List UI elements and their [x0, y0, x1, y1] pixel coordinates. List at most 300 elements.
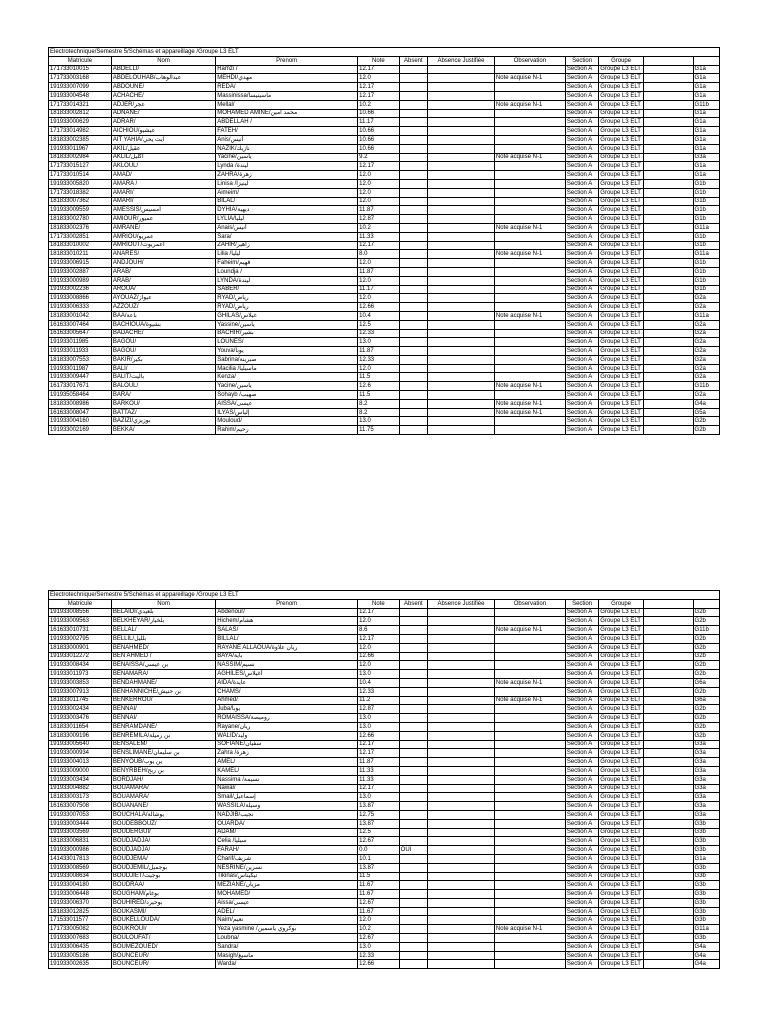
column-header-note: Note	[358, 599, 400, 608]
cell-note: 9.2	[358, 153, 400, 162]
cell-prenom: SALAS/	[216, 626, 358, 635]
cell-sous-groupe: G3b	[693, 819, 719, 828]
cell-absence-justifiee	[428, 626, 495, 635]
cell-prenom: Zahra /زهرة	[216, 749, 358, 758]
cell-absence-justifiee	[428, 670, 495, 679]
cell-matricule: 191933011973	[49, 670, 112, 679]
cell-blank	[643, 863, 693, 872]
cell-prenom: Aissa/عيسى	[216, 898, 358, 907]
cell-absence-justifiee	[428, 382, 495, 391]
table-row	[49, 916, 720, 925]
cell-observation	[494, 634, 565, 643]
cell-section: Section A	[565, 925, 598, 934]
cell-note: 12.66	[358, 303, 400, 312]
cell-note: 8.2	[358, 399, 400, 408]
cell-absent	[399, 617, 427, 626]
cell-absence-justifiee	[428, 828, 495, 837]
cell-groupe: Groupe L3 ELT	[599, 338, 644, 347]
cell-observation	[494, 881, 565, 890]
cell-prenom: Youva/يوبا	[216, 347, 358, 356]
cell-absent	[399, 722, 427, 731]
cell-blank	[643, 854, 693, 863]
cell-observation	[494, 731, 565, 740]
cell-sous-groupe: G11b	[693, 626, 719, 635]
cell-blank	[643, 285, 693, 294]
cell-absent	[399, 854, 427, 863]
cell-matricule: 181833000901	[49, 643, 112, 652]
cell-note: 10.66	[358, 127, 400, 136]
cell-blank	[643, 916, 693, 925]
table-row	[49, 391, 720, 400]
cell-groupe: Groupe L3 ELT	[599, 634, 644, 643]
cell-note: 10.2	[358, 223, 400, 232]
table-row	[49, 810, 720, 819]
cell-nom: BOUDJADJA/	[111, 837, 215, 846]
cell-note: 11.87	[358, 347, 400, 356]
cell-absent	[399, 705, 427, 714]
table-row	[49, 661, 720, 670]
cell-sous-groupe: G1b	[693, 197, 719, 206]
cell-absence-justifiee	[428, 846, 495, 855]
cell-prenom: WASSILA/وسيلة	[216, 802, 358, 811]
cell-groupe: Groupe L3 ELT	[599, 347, 644, 356]
cell-sous-groupe: G3a	[693, 766, 719, 775]
cell-absent	[399, 687, 427, 696]
cell-groupe: Groupe L3 ELT	[599, 417, 644, 426]
cell-observation	[494, 898, 565, 907]
cell-absent	[399, 696, 427, 705]
cell-prenom: Juba/يوبا	[216, 705, 358, 714]
cell-note: 11.17	[358, 285, 400, 294]
cell-absence-justifiee	[428, 916, 495, 925]
table-row	[49, 951, 720, 960]
cell-blank	[643, 960, 693, 969]
cell-groupe: Groupe L3 ELT	[599, 678, 644, 687]
cell-note: 11.5	[358, 373, 400, 382]
cell-absent	[399, 863, 427, 872]
cell-observation	[494, 714, 565, 723]
cell-matricule: 191933007683	[49, 934, 112, 943]
cell-matricule: 191933011985	[49, 338, 112, 347]
cell-absence-justifiee	[428, 153, 495, 162]
cell-absent	[399, 206, 427, 215]
cell-absence-justifiee	[428, 250, 495, 259]
table-row	[49, 678, 720, 687]
cell-absent	[399, 399, 427, 408]
cell-nom: ADNANE/	[111, 109, 215, 118]
cell-matricule: 181833002385	[49, 135, 112, 144]
table-row	[49, 828, 720, 837]
table-row	[49, 784, 720, 793]
cell-groupe: Groupe L3 ELT	[599, 303, 644, 312]
cell-nom: ANARES/	[111, 250, 215, 259]
cell-groupe: Groupe L3 ELT	[599, 960, 644, 969]
cell-groupe: Groupe L3 ELT	[599, 898, 644, 907]
cell-note: 12.6	[358, 382, 400, 391]
cell-section: Section A	[565, 687, 598, 696]
cell-groupe: Groupe L3 ELT	[599, 188, 644, 197]
cell-absent	[399, 881, 427, 890]
cell-prenom: Yeza yasmine /بوكروي ياسمين	[216, 925, 358, 934]
cell-groupe: Groupe L3 ELT	[599, 626, 644, 635]
cell-note: 12.67	[358, 934, 400, 943]
cell-section: Section A	[565, 617, 598, 626]
cell-note: 12.0	[358, 916, 400, 925]
cell-section: Section A	[565, 670, 598, 679]
table-row	[49, 898, 720, 907]
cell-absence-justifiee	[428, 934, 495, 943]
cell-nom: BELLIL/بلليل	[111, 634, 215, 643]
cell-matricule: 191933000629	[49, 118, 112, 127]
cell-note: 10.2	[358, 925, 400, 934]
cell-matricule: 191933005640	[49, 740, 112, 749]
cell-nom: BENREMILA/بن رميلة	[111, 731, 215, 740]
cell-blank	[643, 740, 693, 749]
cell-blank	[643, 828, 693, 837]
cell-section: Section A	[565, 819, 598, 828]
table-row	[49, 925, 720, 934]
cell-blank	[643, 942, 693, 951]
cell-absence-justifiee	[428, 267, 495, 276]
cell-prenom: SABER/	[216, 285, 358, 294]
cell-matricule: 191933002795	[49, 634, 112, 643]
table-row	[49, 907, 720, 916]
cell-sous-groupe: G1a	[693, 144, 719, 153]
cell-sous-groupe: G2a	[693, 355, 719, 364]
cell-observation	[494, 355, 565, 364]
cell-nom: AMRANE/	[111, 223, 215, 232]
cell-blank	[643, 687, 693, 696]
cell-prenom: Masigh/ماسيغ	[216, 951, 358, 960]
cell-sous-groupe: G1b	[693, 232, 719, 241]
cell-blank	[643, 399, 693, 408]
cell-prenom: AMEL/	[216, 758, 358, 767]
cell-absent	[399, 241, 427, 250]
cell-matricule: 191933002434	[49, 705, 112, 714]
cell-section: Section A	[565, 197, 598, 206]
cell-observation: Note acquise N-1	[494, 311, 565, 320]
cell-note: 12.0	[358, 364, 400, 373]
cell-absence-justifiee	[428, 74, 495, 83]
cell-observation	[494, 608, 565, 617]
column-header-groupe: Groupe	[599, 599, 644, 608]
cell-note: 10.1	[358, 854, 400, 863]
cell-section: Section A	[565, 934, 598, 943]
cell-section: Section A	[565, 652, 598, 661]
cell-sous-groupe: G2b	[693, 634, 719, 643]
cell-matricule: 161633005647	[49, 329, 112, 338]
cell-absence-justifiee	[428, 890, 495, 899]
column-header-prenom: Prenom	[216, 56, 358, 65]
cell-absence-justifiee	[428, 241, 495, 250]
cell-absence-justifiee	[428, 898, 495, 907]
cell-absent	[399, 215, 427, 224]
cell-nom: BOUNCEUR/	[111, 951, 215, 960]
cell-absence-justifiee	[428, 162, 495, 171]
cell-observation	[494, 872, 565, 881]
cell-sous-groupe: G2b	[693, 617, 719, 626]
cell-prenom: Loubna/	[216, 934, 358, 943]
cell-absence-justifiee	[428, 118, 495, 127]
cell-groupe: Groupe L3 ELT	[599, 311, 644, 320]
cell-sous-groupe: G1a	[693, 74, 719, 83]
cell-matricule: 191933011987	[49, 364, 112, 373]
cell-sous-groupe: G2a	[693, 347, 719, 356]
cell-matricule: 191933003476	[49, 714, 112, 723]
cell-section: Section A	[565, 872, 598, 881]
table-row	[49, 731, 720, 740]
cell-note: 12.0	[358, 74, 400, 83]
cell-note: 11.67	[358, 907, 400, 916]
table-row	[49, 846, 720, 855]
cell-observation: Note acquise N-1	[494, 678, 565, 687]
cell-nom: BOUDJIET/بوجيت	[111, 872, 215, 881]
cell-groupe: Groupe L3 ELT	[599, 373, 644, 382]
cell-groupe: Groupe L3 ELT	[599, 819, 644, 828]
cell-prenom: Linisa /لينيزا	[216, 179, 358, 188]
cell-observation	[494, 846, 565, 855]
table-row	[49, 608, 720, 617]
table-row	[49, 399, 720, 408]
cell-nom: BOUGHAM/بوغام	[111, 890, 215, 899]
cell-absence-justifiee	[428, 810, 495, 819]
cell-absence-justifiee	[428, 144, 495, 153]
cell-sous-groupe: G1b	[693, 241, 719, 250]
cell-absence-justifiee	[428, 197, 495, 206]
cell-prenom: RYAD/رياض	[216, 294, 358, 303]
cell-nom: ABDELOUHAB/عبدالوهاب	[111, 74, 215, 83]
cell-observation	[494, 83, 565, 92]
cell-prenom: MEHDI/مهدي	[216, 74, 358, 83]
cell-note: 11.5	[358, 872, 400, 881]
cell-absence-justifiee	[428, 802, 495, 811]
cell-nom: BOUAMARA/	[111, 793, 215, 802]
column-header-observation: Observation	[494, 599, 565, 608]
cell-nom: BOULOUFAT/	[111, 934, 215, 943]
cell-groupe: Groupe L3 ELT	[599, 320, 644, 329]
cell-note: 12.17	[358, 83, 400, 92]
cell-matricule: 171733002851	[49, 232, 112, 241]
cell-prenom: MOHAMED/	[216, 890, 358, 899]
cell-sous-groupe: G3a	[693, 758, 719, 767]
cell-absence-justifiee	[428, 652, 495, 661]
cell-note: 0.0	[358, 846, 400, 855]
cell-nom: AMESSIS/أمسيس	[111, 206, 215, 215]
cell-blank	[643, 934, 693, 943]
cell-matricule: 191933008569	[49, 863, 112, 872]
cell-prenom: Rayane/ريان	[216, 722, 358, 731]
cell-sous-groupe: G11a	[693, 223, 719, 232]
cell-matricule: 181833003173	[49, 793, 112, 802]
cell-blank	[643, 179, 693, 188]
cell-absence-justifiee	[428, 740, 495, 749]
cell-sous-groupe: G4a	[693, 399, 719, 408]
cell-groupe: Groupe L3 ELT	[599, 617, 644, 626]
cell-prenom: ADAM/	[216, 828, 358, 837]
cell-absent	[399, 171, 427, 180]
cell-nom: BALIT/باليت	[111, 373, 215, 382]
cell-sous-groupe: G1b	[693, 276, 719, 285]
cell-nom: AMRIOU/عمريو	[111, 232, 215, 241]
cell-matricule: 181833001042	[49, 311, 112, 320]
cell-observation	[494, 802, 565, 811]
cell-absent	[399, 391, 427, 400]
cell-section: Section A	[565, 951, 598, 960]
column-header-blank	[643, 56, 693, 65]
cell-absent	[399, 643, 427, 652]
cell-note: 11.17	[358, 118, 400, 127]
cell-section: Section A	[565, 135, 598, 144]
cell-section: Section A	[565, 83, 598, 92]
cell-prenom: Warda/	[216, 960, 358, 969]
cell-absent	[399, 65, 427, 74]
cell-groupe: Groupe L3 ELT	[599, 100, 644, 109]
column-header-prenom: Prenom	[216, 599, 358, 608]
cell-blank	[643, 766, 693, 775]
cell-absence-justifiee	[428, 942, 495, 951]
cell-note: 12.33	[358, 329, 400, 338]
cell-sous-groupe: G2b	[693, 731, 719, 740]
cell-nom: BENSLIMANE/بن سليمان	[111, 749, 215, 758]
cell-matricule: 191933000934	[49, 749, 112, 758]
cell-section: Section A	[565, 837, 598, 846]
cell-absent	[399, 626, 427, 635]
cell-prenom: Sandra/	[216, 942, 358, 951]
cell-note: 8.2	[358, 408, 400, 417]
cell-absent	[399, 373, 427, 382]
cell-blank	[643, 810, 693, 819]
cell-matricule: 191933006370	[49, 898, 112, 907]
cell-nom: BOUDRAA/	[111, 881, 215, 890]
cell-absent	[399, 347, 427, 356]
table-row	[49, 91, 720, 100]
cell-matricule: 191933009000	[49, 766, 112, 775]
table-row	[49, 960, 720, 969]
cell-nom: BOUNCEUR/	[111, 960, 215, 969]
cell-note: 11.87	[358, 758, 400, 767]
cell-section: Section A	[565, 65, 598, 74]
cell-observation	[494, 329, 565, 338]
cell-section: Section A	[565, 294, 598, 303]
table-row	[49, 285, 720, 294]
cell-note: 12.0	[358, 171, 400, 180]
cell-sous-groupe: G3a	[693, 775, 719, 784]
cell-blank	[643, 355, 693, 364]
cell-prenom: RAYANE ALLAOUA/ريان علاوة	[216, 643, 358, 652]
cell-blank	[643, 303, 693, 312]
cell-groupe: Groupe L3 ELT	[599, 863, 644, 872]
cell-matricule: 181833011745	[49, 696, 112, 705]
cell-nom: BOUCHALA/بوشالة	[111, 810, 215, 819]
cell-observation	[494, 784, 565, 793]
cell-blank	[643, 241, 693, 250]
cell-note: 12.66	[358, 731, 400, 740]
cell-nom: BARKOU/	[111, 399, 215, 408]
cell-observation	[494, 171, 565, 180]
cell-nom: AMARI/	[111, 188, 215, 197]
cell-nom: BARA/	[111, 391, 215, 400]
cell-section: Section A	[565, 731, 598, 740]
cell-matricule: 191933003444	[49, 819, 112, 828]
cell-observation	[494, 232, 565, 241]
table-row	[49, 819, 720, 828]
cell-blank	[643, 311, 693, 320]
cell-observation	[494, 188, 565, 197]
cell-absence-justifiee	[428, 294, 495, 303]
cell-section: Section A	[565, 74, 598, 83]
cell-groupe: Groupe L3 ELT	[599, 206, 644, 215]
cell-nom: AZZOUZ/	[111, 303, 215, 312]
cell-note: 8.6	[358, 626, 400, 635]
cell-note: 12.5	[358, 828, 400, 837]
cell-absent	[399, 670, 427, 679]
cell-matricule: 191933002887	[49, 267, 112, 276]
cell-sous-groupe: G3a	[693, 784, 719, 793]
cell-absence-justifiee	[428, 722, 495, 731]
table-row	[49, 162, 720, 171]
table-row	[49, 408, 720, 417]
cell-groupe: Groupe L3 ELT	[599, 399, 644, 408]
cell-observation	[494, 417, 565, 426]
cell-absence-justifiee	[428, 276, 495, 285]
cell-blank	[643, 91, 693, 100]
cell-nom: BELKHEYAR/بلخيار	[111, 617, 215, 626]
cell-observation	[494, 91, 565, 100]
cell-matricule: 191933009559	[49, 206, 112, 215]
cell-matricule: 191933006448	[49, 890, 112, 899]
cell-groupe: Groupe L3 ELT	[599, 881, 644, 890]
cell-groupe: Groupe L3 ELT	[599, 652, 644, 661]
cell-matricule: 191933003434	[49, 775, 112, 784]
cell-observation	[494, 617, 565, 626]
table-row	[49, 382, 720, 391]
cell-observation	[494, 942, 565, 951]
cell-observation	[494, 793, 565, 802]
cell-groupe: Groupe L3 ELT	[599, 705, 644, 714]
cell-groupe: Groupe L3 ELT	[599, 162, 644, 171]
cell-absence-justifiee	[428, 678, 495, 687]
cell-observation: Note acquise N-1	[494, 153, 565, 162]
cell-absence-justifiee	[428, 355, 495, 364]
column-header-observation: Observation	[494, 56, 565, 65]
cell-observation: Note acquise N-1	[494, 223, 565, 232]
cell-groupe: Groupe L3 ELT	[599, 276, 644, 285]
cell-observation	[494, 687, 565, 696]
cell-absent	[399, 118, 427, 127]
table-row	[49, 232, 720, 241]
cell-note: 12.87	[358, 705, 400, 714]
cell-absence-justifiee	[428, 109, 495, 118]
cell-matricule: 171733005082	[49, 925, 112, 934]
cell-absent	[399, 338, 427, 347]
cell-observation	[494, 652, 565, 661]
table-row	[49, 153, 720, 162]
cell-absence-justifiee	[428, 259, 495, 268]
cell-observation	[494, 740, 565, 749]
cell-section: Section A	[565, 696, 598, 705]
cell-section: Section A	[565, 810, 598, 819]
cell-nom: BENYOUB/بن يوب	[111, 758, 215, 767]
cell-observation	[494, 670, 565, 679]
cell-prenom: Abdenour/	[216, 608, 358, 617]
cell-observation	[494, 127, 565, 136]
cell-groupe: Groupe L3 ELT	[599, 802, 644, 811]
cell-blank	[643, 320, 693, 329]
cell-note: 12.0	[358, 197, 400, 206]
cell-absent	[399, 303, 427, 312]
cell-groupe: Groupe L3 ELT	[599, 127, 644, 136]
cell-matricule: 181833002780	[49, 215, 112, 224]
